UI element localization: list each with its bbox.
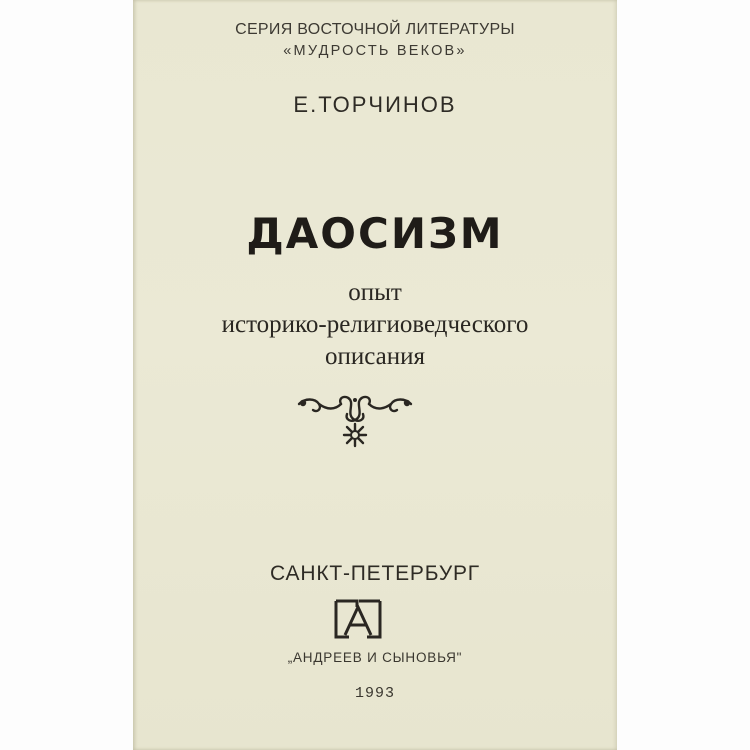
publisher-name: „АНДРЕЕВ И СЫНОВЬЯ": [287, 650, 463, 665]
subtitle-line-3: описания: [324, 343, 425, 370]
publication-year: 1993: [354, 685, 395, 702]
title-page: [133, 0, 617, 750]
series-name-line-2: «МУДРОСТЬ ВЕКОВ»: [283, 43, 467, 59]
publication-city: САНКТ-ПЕТЕРБУРГ: [270, 562, 480, 585]
series-name-line-1: СЕРИЯ ВОСТОЧНОЙ ЛИТЕРАТУРЫ: [235, 21, 515, 38]
subtitle-line-1: опыт: [348, 279, 402, 306]
book-title: ДАОСИЗМ: [246, 209, 504, 258]
floral-vignette-ornament-icon: [295, 392, 415, 450]
subtitle-line-2: историко-религиоведческого: [221, 311, 529, 338]
author-name: Е.ТОРЧИНОВ: [293, 92, 457, 117]
publisher-logo-icon: [333, 597, 383, 641]
